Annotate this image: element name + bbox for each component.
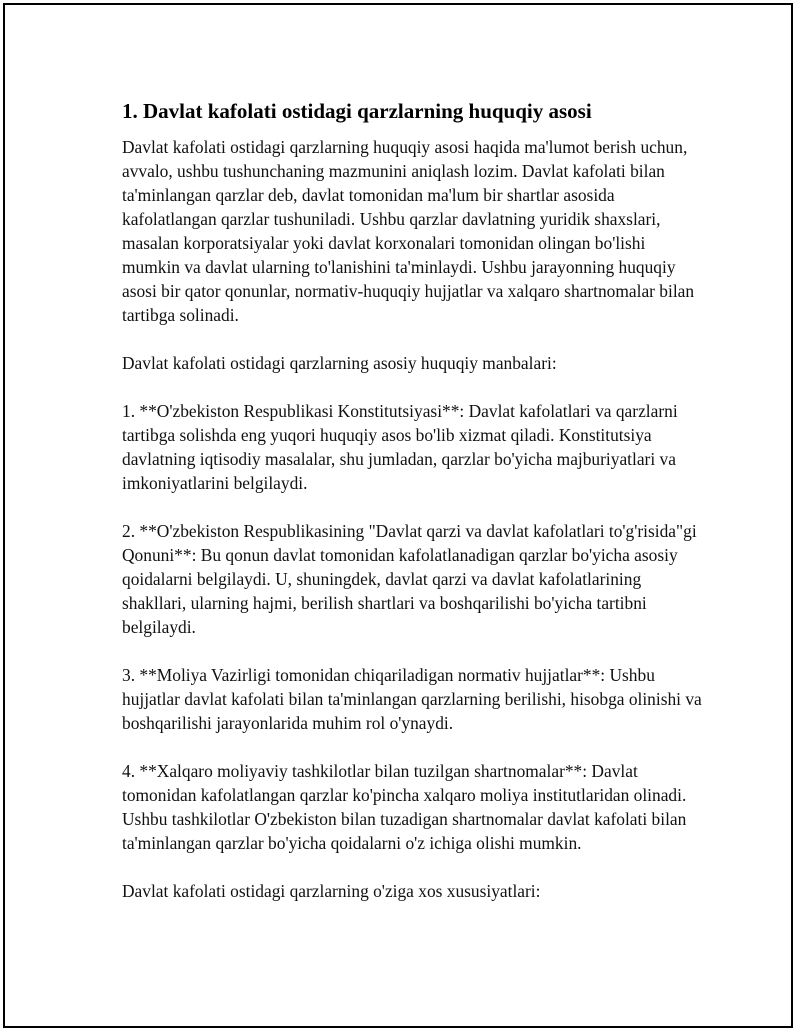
paragraph-source-4: 4. **Xalqaro moliyaviy tashkilotlar bilan tuzilgan shartnomalar**: Davlat tomonidan kafolatlangan qarzlar ko'pincha xalqaro moliya institutlaridan olinadi. Ushbu tashkilotlar O'zbekiston bilan tuzadigan shartnomalar davlat kafolati bilan ta'minlangan qarzlar bo'yicha qoidalarni o'z ichiga olishi mumkin. (122, 761, 687, 853)
document-body (122, 97, 702, 927)
paragraph-features-lead: Davlat kafolati ostidagi qarzlarning o'ziga xos xususiyatlari: (122, 881, 541, 901)
paragraph-intro: Davlat kafolati ostidagi qarzlarning huquqiy asosi haqida ma'lumot berish uchun, avvalo, ushbu tushunchaning mazmunini aniqlash lozim. Davlat kafolati bilan ta'minlangan qarzlar deb, davlat tomonidan ma'lum bir shartlar asosida kafolatlangan qarzlar tushuniladi. Ushbu qarzlar davlatning yuridik shaxslari, masalan korporatsiyalar yoki davlat korxonalari tomonidan olingan bo'lishi mumkin va davlat ularning to'lanishini ta'minlaydi. Ushbu jarayonning huquqiy asosi bir qator qonunlar, normativ-huquqiy hujjatlar va xalqaro shartnomalar bilan tartibga solinadi. (122, 137, 695, 325)
paragraph-source-1: 1. **O'zbekiston Respublikasi Konstitutsiyasi**: Davlat kafolatlari va qarzlarni tartibga solishda eng yuqori huquqiy asos bo'lib xizmat qiladi. Konstitutsiya davlatning iqtisodiy masalalar, shu jumladan, qarzlar bo'yicha majburiyatlari va imkoniyatlarini belgilaydi. (122, 401, 678, 493)
paragraph-sources-lead: Davlat kafolati ostidagi qarzlarning asosiy huquqiy manbalari: (122, 353, 557, 373)
section-heading: 1. Davlat kafolati ostidagi qarzlarning huquqiy asosi (122, 99, 592, 123)
page-frame (3, 3, 793, 1028)
paragraph-source-3: 3. **Moliya Vazirligi tomonidan chiqariladigan normativ hujjatlar**: Ushbu hujjatlar davlat kafolati bilan ta'minlangan qarzlarning berilishi, hisobga olinishi va boshqarilishi jarayonlarida muhim rol o'ynaydi. (122, 665, 702, 733)
paragraph-source-2: 2. **O'zbekiston Respublikasining "Davlat qarzi va davlat kafolatlari to'g'risida"gi Qonuni**: Bu qonun davlat tomonidan kafolatlanadigan qarzlar bo'yicha asosiy qoidalarni belgilaydi. U, shuningdek, davlat qarzi va davlat kafolatlarining shakllari, ularning hajmi, berilish shartlari va boshqarilishi bo'yicha tartibni belgilaydi. (122, 521, 697, 637)
